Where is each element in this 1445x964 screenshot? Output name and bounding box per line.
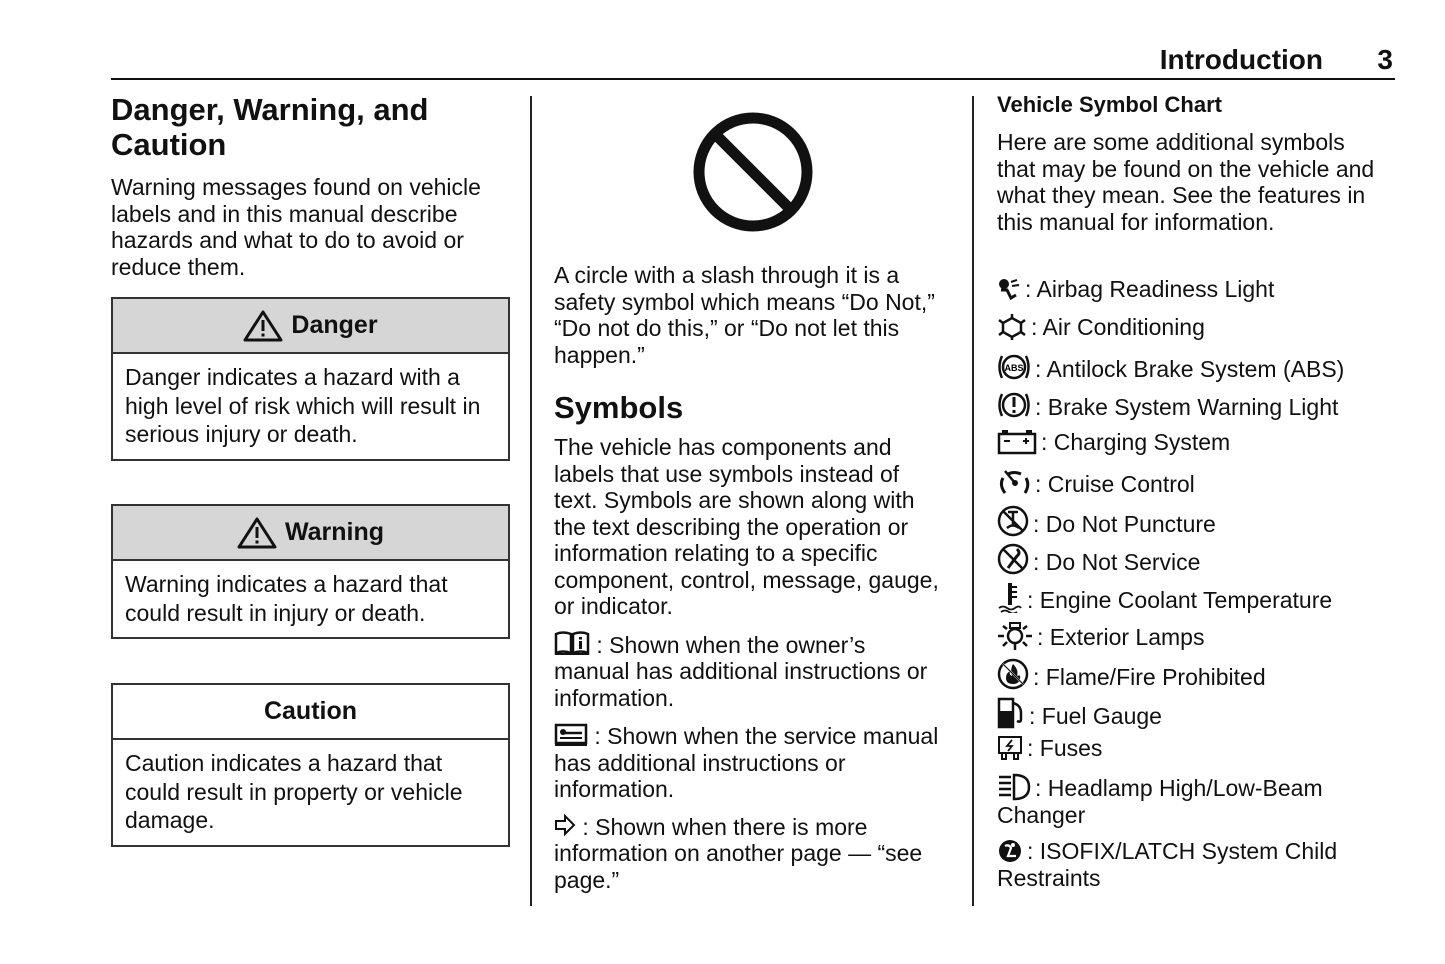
symbol-row [997,314,1387,341]
symbol-label: : Air Conditioning [1031,314,1205,340]
symbol-row [997,467,1387,498]
column-divider [972,96,974,906]
symbol-row [997,352,1387,383]
symbol-label: : Antilock Brake System (ABS) [1035,356,1345,382]
symbol-row [997,735,1387,762]
high-beam-icon [997,773,1031,801]
middle-column [554,262,946,893]
vehicle-symbol-chart-intro: Here are some additional symbols that may be found on the vehicle and what they mean. See the features in this manual for information. [997,129,1375,235]
symbol-label: : Headlamp High/Low-Beam [1035,775,1323,801]
danger-box-body: Danger indicates a hazard with a high level of risk which will result in serious injury or death. [125,364,481,447]
symbol-row [997,505,1387,538]
danger-box [111,297,510,461]
symbol-item [554,722,946,803]
symbol-label: : Do Not Puncture [1033,511,1216,537]
svg-text:ABS: ABS [1004,363,1024,373]
symbol-row [997,390,1387,421]
symbol-label: : Fuses [1027,735,1103,761]
caution-box-body: Caution indicates a hazard that could result in property or vehicle damage. [125,750,463,833]
circle-slash-icon [692,111,814,233]
airbag-icon [997,278,1021,302]
no-flame-icon [997,658,1029,690]
symbol-label: : Cruise Control [1035,471,1195,497]
do-not-puncture-icon [997,505,1029,537]
page-header [111,42,1395,80]
symbol-label: : Do Not Service [1033,549,1201,575]
service-manual-icon [554,722,588,746]
see-page-arrow-icon [554,814,576,836]
symbols-intro: The vehicle has components and labels that use symbols instead of text. Symbols are shown along with the text describing the operation or information relating to a specific component, control, message, gauge, or indicator. [554,434,939,619]
symbol-row [997,276,1387,303]
symbol-row [997,773,1387,829]
warning-box [111,504,510,639]
symbol-item-text: : Shown when there is more information on another page — “see page.” [554,813,923,893]
warning-box-body: Warning indicates a hazard that could result in injury or death. [125,571,448,626]
symbol-label: : Charging System [1041,429,1231,455]
symbol-label: : Brake System Warning Light [1035,394,1339,420]
symbol-item [554,814,946,894]
warning-triangle-icon [237,517,277,549]
caution-box [111,683,510,847]
right-column [997,92,1382,235]
warning-box-title: Warning [284,518,385,546]
fuse-icon [997,735,1023,761]
do-not-service-icon [997,543,1029,575]
battery-icon [997,429,1037,455]
left-column [111,92,509,280]
symbol-label-continued: Changer [997,802,1086,828]
symbol-label: : ISOFIX/LATCH System Child [1027,838,1338,864]
symbol-label: : Fuel Gauge [1029,703,1162,729]
abs-icon [997,352,1031,382]
vehicle-symbol-chart-heading: Vehicle Symbol Chart [997,92,1222,117]
symbol-row [997,543,1387,576]
caution-box-title: Caution [263,697,358,725]
symbol-label: : Exterior Lamps [1037,624,1205,650]
danger-box-header [113,299,508,354]
caution-box-header [113,685,508,740]
child-seat-icon [997,838,1023,864]
symbol-row [997,429,1387,456]
symbol-item-text: : Shown when the service manual has additional instructions or information. [554,723,939,802]
column-divider [530,96,532,906]
coolant-temperature-icon [997,581,1023,613]
page-number: 3 [1377,44,1393,75]
exterior-lamps-icon [997,620,1033,650]
warning-box-header [113,506,508,561]
prohibit-description: A circle with a slash through it is a safety symbol which means “Do Not,” “Do not do this,” or “Do not let this happen.” [554,262,935,368]
cruise-control-icon [997,467,1031,497]
air-conditioning-icon [997,314,1027,340]
symbol-row [997,658,1387,691]
symbol-row [997,581,1387,614]
section-heading: Danger, Warning, and Caution [111,92,429,162]
symbol-label: : Airbag Readiness Light [1025,276,1275,302]
symbol-row [997,620,1387,651]
intro-paragraph: Warning messages found on vehicle labels and in this manual describe hazards and what to do to avoid or reduce them. [111,174,481,280]
symbol-label: : Engine Coolant Temperature [1027,587,1333,613]
owners-manual-book-icon [554,631,590,655]
section-title: Introduction [1159,44,1323,75]
symbol-label: : Flame/Fire Prohibited [1033,664,1266,690]
danger-box-title: Danger [291,311,378,339]
symbol-row [997,838,1387,892]
warning-triangle-icon [243,310,283,342]
symbol-label-continued: Restraints [997,865,1101,891]
brake-warning-icon [997,390,1031,420]
symbols-heading: Symbols [554,390,684,425]
fuel-pump-icon [997,697,1025,729]
symbol-item-text: : Shown when the owner’s manual has additional instructions or information. [554,631,928,711]
symbol-item [554,631,946,712]
symbol-row [997,697,1387,730]
